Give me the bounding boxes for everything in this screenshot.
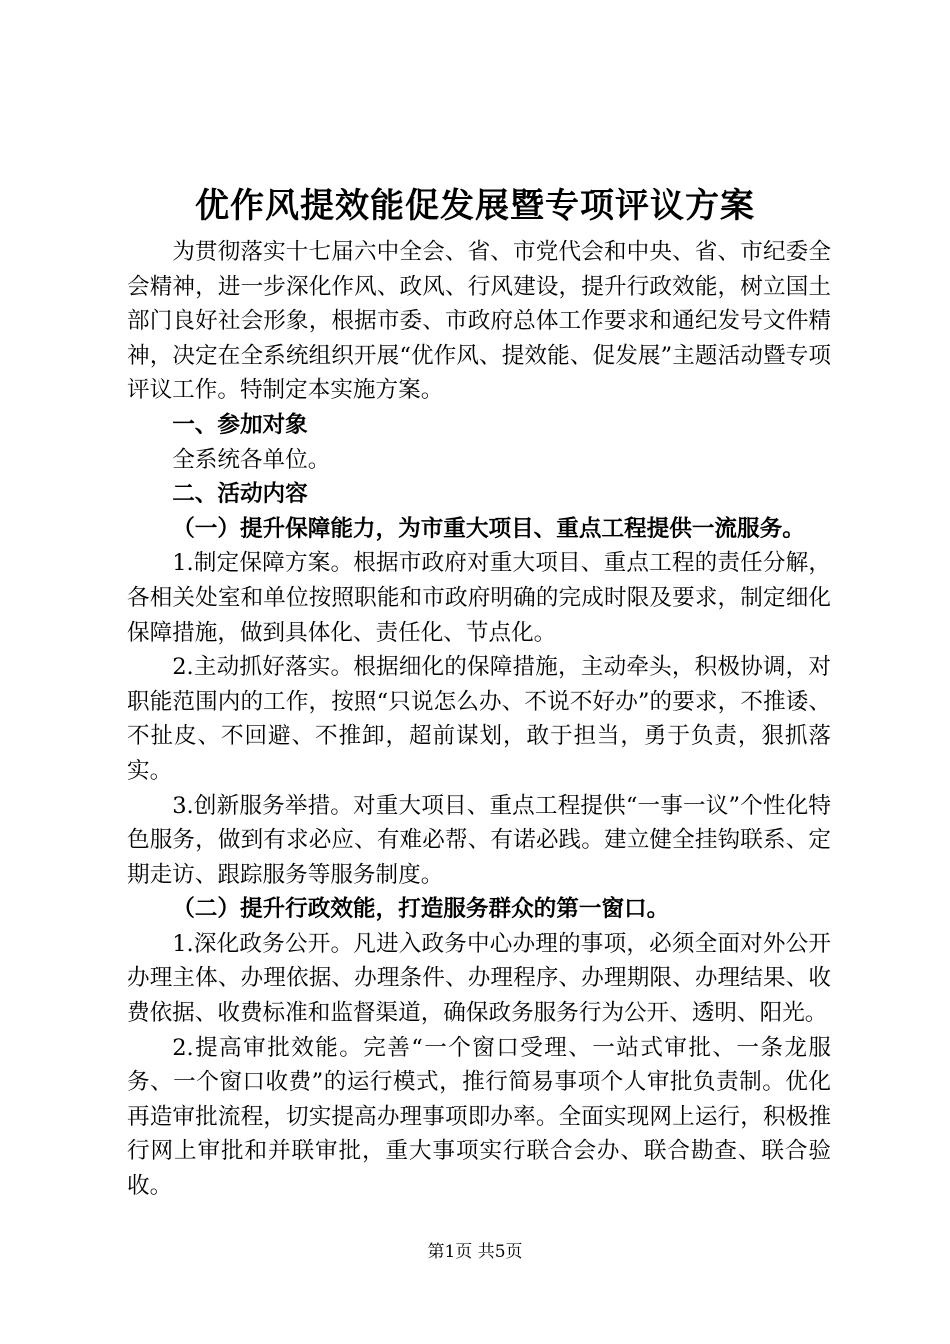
item-paragraph-1-1: 1.制定保障方案。根据市政府对重大项目、重点工程的责任分解，各相关处室和单位按照职能和市政府明确的完成时限及要求，制定细化保障措施，做到具体化、责任化、节点化。	[127, 550, 831, 646]
document-title: 优作风提效能促发展暨专项评议方案	[195, 186, 755, 226]
section-heading-activities: 二、活动内容	[172, 481, 308, 508]
page-number-footer: 第1页 共5页	[427, 1242, 523, 1262]
subsection-heading-2: （二）提升行政效能，打造服务群众的第一窗口。	[172, 896, 670, 923]
document-body	[127, 235, 831, 1204]
item-paragraph-1-2: 2.主动抓好落实。根据细化的保障措施，主动牵头，积极协调，对职能范围内的工作，按照“只说怎么办、不说不好办”的要求，不推诿、不扯皮、不回避、不推卸，超前谋划，敢于担当，勇于负责，狠抓落实。	[127, 654, 831, 784]
item-paragraph-2-1: 1.深化政务公开。凡进入政务中心办理的事项，必须全面对外公开办理主体、办理依据、办理条件、办理程序、办理期限、办理结果、收费依据、收费标准和监督渠道，确保政务服务行为公开、透明、阳光。	[127, 930, 831, 1027]
intro-paragraph: 为贯彻落实十七届六中全会、省、市党代会和中央、省、市纪委全会精神，进一步深化作风、政风、行风建设，提升行政效能，树立国土部门良好社会形象，根据市委、市政府总体工作要求和通纪发号文件精神，决定在全系统组织开展“优作风、提效能、促发展”主题活动暨专项评议工作。特制定本实施方案。	[127, 239, 831, 404]
subsection-heading-1: （一）提升保障能力，为市重大项目、重点工程提供一流服务。	[172, 515, 805, 542]
item-paragraph-2-2: 2.提高审批效能。完善“一个窗口受理、一站式审批、一条龙服务、一个窗口收费”的运行模式，推行简易事项个人审批负责制。优化再造审批流程，切实提高办理事项即办率。全面实现网上运行，积极推行网上审批和并联审批，重大事项实行联合会办、联合勘查、联合验收。	[127, 1034, 831, 1200]
item-paragraph-1-3: 3.创新服务举措。对重大项目、重点工程提供“一事一议”个性化特色服务，做到有求必应、有难必帮、有诺必践。建立健全挂钩联系、定期走访、跟踪服务等服务制度。	[127, 792, 831, 888]
section-heading-participants: 一、参加对象	[172, 411, 308, 438]
participants-paragraph: 全系统各单位。	[172, 446, 331, 473]
